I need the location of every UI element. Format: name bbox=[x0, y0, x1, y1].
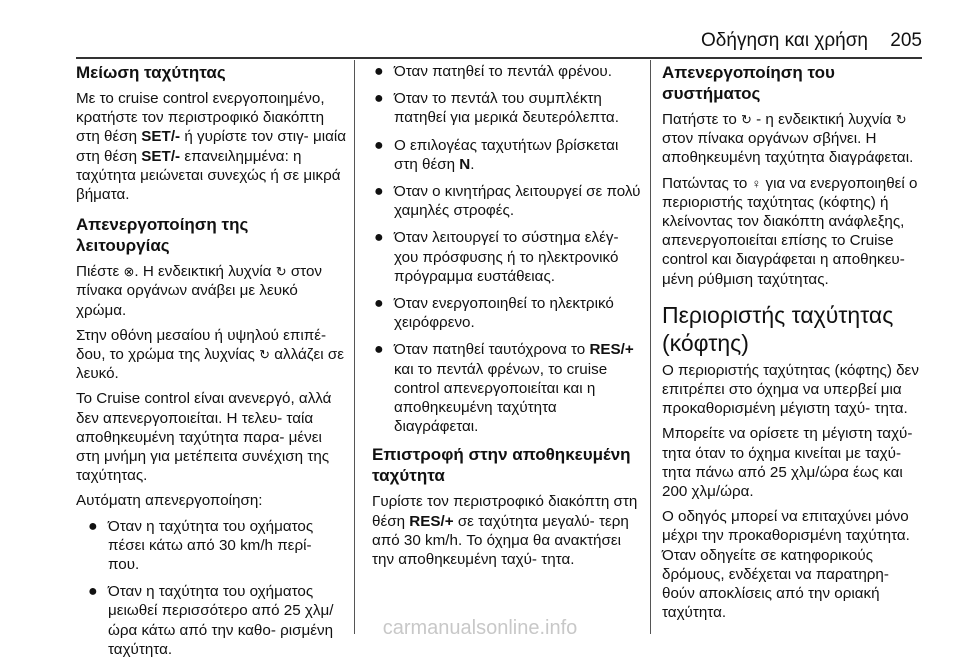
paragraph-return-speed: Γυρίστε τον περιστροφικό διακόπτη στη θέση RES/+ σε ταχύτητα μεγαλύ- τερη από 30 km/h. Το όχημα θα ανακτήσει την αποθηκευμένη ταχύ- τητα. bbox=[372, 493, 638, 569]
paragraph-auto-deactivation: Αυτόματη απενεργοποίηση: bbox=[76, 492, 263, 510]
watermark: carmanualsonline.info bbox=[382, 617, 578, 639]
paragraph-limiter-intro: Ο περιοριστής ταχύτητας (κόφτης) δεν επιτρέπει στο όχημα να υπερβεί μια προκαθορισμένη μέγιστη ταχύ- τητα. bbox=[662, 361, 919, 418]
list-item: ● Όταν η ταχύτητα του οχήματος πέσει κάτω από 30 km/h περί- που. bbox=[88, 517, 314, 574]
bullet-icon: ● bbox=[374, 90, 384, 108]
column-1 bbox=[76, 62, 346, 667]
cruise-indicator-lamp-icon: ↻ bbox=[741, 112, 752, 127]
paragraph-press-button: Πιέστε ⊗. Η ενδεικτική λυχνία ↻ στον πίνακα οργάνων ανάβει με λευκό χρώμα. bbox=[76, 263, 323, 319]
paragraph-limiter-range: Μπορείτε να ορίσετε τη μέγιστη ταχύ- τητα όταν το όχημα κινείται με ταχύ- τητα πάνω από 25 χλμ/ώρα έως και 200 χλμ/ώρα. bbox=[662, 425, 913, 501]
heading-deactivate-system: Απενεργοποίηση του συστήματος bbox=[662, 63, 835, 103]
paragraph-limiter-activation: Πατώντας το ♀ για να ενεργοποιηθεί ο περιοριστής ταχύτητας (κόφτης) ή κλείνοντας τον διακόπτη ανάφλεξης, απενεργοποιείται επίσης το Cruise control και διαγράφεται η αποθηκευ- μένη ρύθμιση ταχύτητας. bbox=[662, 174, 918, 288]
column-2 bbox=[372, 62, 642, 575]
bullet-icon: ● bbox=[374, 183, 384, 201]
deactivation-conditions-list bbox=[372, 62, 642, 436]
page-header bbox=[0, 0, 960, 60]
paragraph-speed-decrease: Με το cruise control ενεργοποιημένο, κρατήστε τον περιστροφικό διακόπτη στη θέση SET/- ή γυρίστε τον στιγ- μιαία στη θέση SET/- επανειλημμένα: η ταχύτητα μειώνεται συνεχώς ή σε μικρά βήματα. bbox=[76, 90, 347, 204]
list-item: ● Όταν πατηθεί το πεντάλ φρένου. bbox=[374, 63, 612, 80]
list-item: ● Όταν η ταχύτητα του οχήματος μειωθεί περισσότερο από 25 χλμ/ώρα κάτω από την καθο- ρισμένη ταχύτητα. bbox=[88, 583, 334, 658]
cruise-indicator-lamp-icon: ↻ bbox=[895, 112, 907, 127]
cruise-indicator-lamp-icon: ↻ bbox=[259, 347, 271, 363]
heading-deactivate-function: Απενεργοποίηση της λειτουργίας bbox=[76, 215, 249, 256]
paragraph-press-off: Πατήστε το ↻ - η ενδεικτική λυχνία ↻ στον πίνακα οργάνων σβήνει. Η αποθηκευμένη ταχύτητα διαγράφεται. bbox=[662, 111, 914, 167]
list-item: ● Όταν πατηθεί ταυτόχρονα το RES/+ και το πεντάλ φρένων, το cruise control απενεργοποιείται και η αποθηκευμένη ταχύτητα διαγράφεται. bbox=[374, 341, 634, 436]
column-divider-1 bbox=[354, 60, 355, 634]
paragraph-cruise-inactive: Το Cruise control είναι ανενεργό, αλλά δεν απενεργοποιείται. Η τελευ- ταία αποθηκευμένη ταχύτητα παρα- μένει στη μνήμη για μετέπειτα συνέχιση της ταχύτητας. bbox=[76, 390, 332, 485]
bullet-icon: ● bbox=[374, 63, 384, 80]
list-item: ● Όταν το πεντάλ του συμπλέκτη πατηθεί για μερικά δευτερόλεπτα. bbox=[374, 90, 619, 127]
paragraph-limiter-driver: Ο οδηγός μπορεί να επιταχύνει μόνο μέχρι την προκαθορισμένη ταχύτητα. Όταν οδηγείτε σε κατηφορικούς δρόμους, ενδέχεται να παρατηρη- θούν αποκλίσεις από την οριακή ταχύτητα. bbox=[662, 508, 910, 622]
heading-speed-limiter: Περιοριστής ταχύτητας (κόφτης) bbox=[662, 301, 894, 356]
column-divider-2 bbox=[650, 60, 651, 634]
heading-speed-decrease: Μείωση ταχύτητας bbox=[76, 63, 226, 82]
list-item: ● Ο επιλογέας ταχυτήτων βρίσκεται στη θέση N. bbox=[374, 136, 619, 173]
page-number: 205 bbox=[890, 30, 922, 51]
bullet-icon: ● bbox=[374, 295, 384, 313]
bullet-icon: ● bbox=[374, 136, 384, 154]
speed-limiter-switch-icon: ♀ bbox=[751, 175, 762, 191]
column-3 bbox=[662, 62, 924, 628]
chapter-title: Οδήγηση και χρήση bbox=[701, 30, 868, 51]
list-item: ● Όταν λειτουργεί το σύστημα ελέγ- χου πρόσφυσης ή το ηλεκτρονικό πρόγραμμα ευστάθειας. bbox=[374, 229, 619, 285]
bullet-icon: ● bbox=[88, 583, 98, 601]
list-item: ● Όταν ενεργοποιηθεί το ηλεκτρικό χειρόφρενο. bbox=[374, 295, 614, 332]
bullet-icon: ● bbox=[374, 229, 384, 247]
bullet-icon: ● bbox=[88, 517, 98, 535]
paragraph-display-color: Στην οθόνη μεσαίου ή υψηλού επιπέ- δου, το χρώμα της λυχνίας ↻ αλλάζει σε λευκό. bbox=[76, 326, 344, 383]
heading-return-to-stored-speed: Επιστροφή στην αποθηκευμένη ταχύτητα bbox=[372, 445, 631, 486]
list-item: ● Όταν ο κινητήρας λειτουργεί σε πολύ χαμηλές στροφές. bbox=[374, 183, 641, 220]
cruise-indicator-lamp-icon: ↻ bbox=[275, 264, 287, 280]
speed-limiter-button-icon: ⊗ bbox=[123, 264, 135, 280]
header-rule bbox=[76, 57, 922, 59]
bullet-icon: ● bbox=[374, 341, 384, 359]
